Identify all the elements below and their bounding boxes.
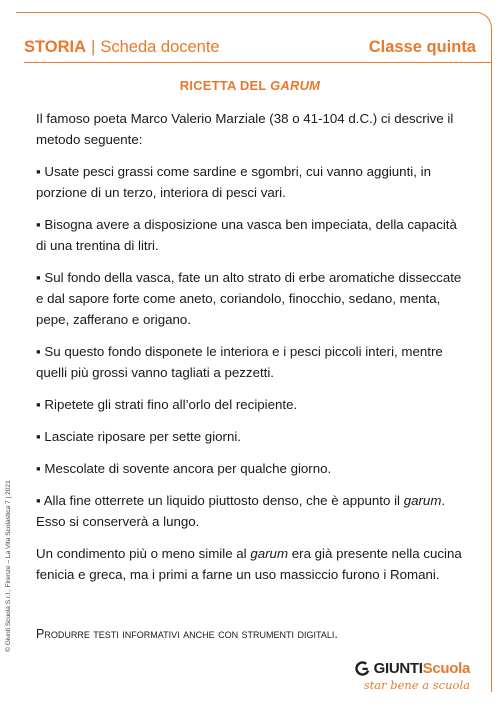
bullet-icon: ▪ — [36, 397, 41, 412]
closing-before: Un condimento più o meno simile al — [36, 546, 247, 561]
header-subject-group — [24, 38, 220, 57]
list-item-text: Usate pesci grassi come sardine e sgombri, cui vanno aggiunti, in porzione di un terzo, interiora di pesci vari. — [36, 164, 431, 200]
logo-giunti: GIUNTI — [373, 660, 423, 677]
list-item — [36, 214, 462, 256]
bullet-icon: ▪ — [36, 164, 41, 179]
title-main: RICETTA DEL — [179, 78, 267, 93]
page-title — [0, 78, 500, 93]
closing-paragraph — [36, 543, 462, 585]
publisher-logo — [340, 660, 470, 692]
last-item-after: . Esso si conserverà a lungo. — [36, 493, 446, 529]
intro-paragraph: Il famoso poeta Marco Valerio Marziale (38 o 41-104 d.C.) ci descrive il metodo seguente: — [36, 111, 454, 147]
list-item — [36, 267, 462, 330]
list-item-text: Mescolate di sovente ancora per qualche giorno. — [44, 461, 332, 476]
list-item-text: Ripetete gli strati fino all’orlo del recipiente. — [44, 397, 298, 412]
header-divider — [24, 62, 492, 63]
bullet-icon: ▪ — [36, 493, 41, 508]
header-class-label: Classe quinta — [368, 38, 476, 56]
bullet-icon: ▪ — [36, 429, 41, 444]
closing-after: era già presente nella cucina fenicia e greca, ma i primi a farne un uso massiccio furono i Romani. — [36, 546, 462, 582]
logo-scuola: Scuola — [422, 660, 470, 677]
closing-italic: garum — [250, 546, 289, 561]
list-item — [36, 341, 462, 383]
copyright-credit: © Giunti Scuola S.r.l., Firenze – La Vita Scolastica 7 | 2021 — [5, 480, 12, 652]
giunti-g-icon — [355, 661, 370, 676]
list-item-text: Lasciate riposare per sette giorni. — [44, 429, 242, 444]
list-item — [36, 458, 462, 479]
header-separator: | — [91, 38, 96, 56]
list-item-text: Sul fondo della vasca, fate un alto strato di erbe aromatiche disseccate e dal sapore forte come aneto, coriandolo, finocchio, sedano, menta, pepe, zafferano e origano. — [36, 270, 462, 327]
list-item — [36, 161, 462, 203]
bullet-icon: ▪ — [36, 217, 41, 232]
logo-wordmark — [340, 660, 470, 677]
page-header — [24, 38, 476, 57]
logo-tagline: star bene a scuola — [363, 678, 470, 692]
bullet-icon: ▪ — [36, 461, 41, 476]
list-item — [36, 426, 462, 447]
header-doc-type: Scheda docente — [100, 38, 220, 56]
list-item-last — [36, 490, 462, 532]
last-item-before: Alla fine otterrete un liquido piuttosto denso, che è appunto il — [43, 493, 400, 508]
bullet-icon: ▪ — [36, 270, 41, 285]
list-item-text: Su questo fondo disponete le interiora e i pesci piccoli interi, mentre quelli più grossi vanno tagliati a pezzetti. — [36, 344, 443, 380]
list-item-text: Bisogna avere a disposizione una vasca ben impeciata, della capacità di una trentina di litri. — [36, 217, 457, 253]
document-body — [36, 108, 462, 596]
header-subject: STORIA — [24, 38, 87, 56]
bullet-icon: ▪ — [36, 344, 41, 359]
list-item — [36, 394, 462, 415]
title-italic: GARUM — [270, 78, 321, 93]
footer-note: Produrre testi informativi anche con strumenti digitali. — [36, 627, 338, 641]
last-item-italic: garum — [403, 493, 442, 508]
